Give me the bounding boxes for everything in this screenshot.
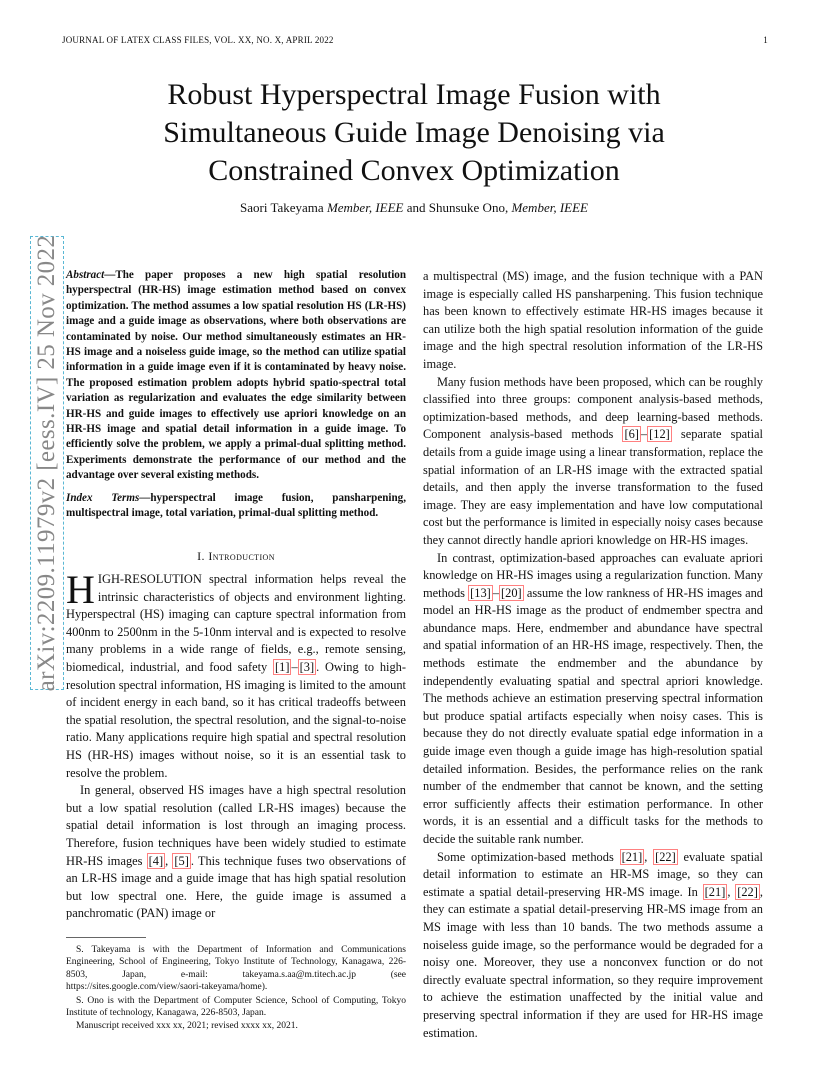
abstract-label: Abstract xyxy=(66,269,105,281)
intro-paragraph-1: HIGH-RESOLUTION spectral information helps reveal the intrinsic characteristics of objects and environment lighting. Hyperspectral (HS) imaging can capture spectral information from 400nm to 2500nm in the 5-10nm interval and is expected to resolve many problems in a wide range of fields, e.g., remote sensing, biomedical, industrial, and food safety [1] – [3] . Owing to high-resolution spectral information, HS imaging is limited to the amount of incident energy in each band, so it has critical tradeoffs between the spatial resolution, the spectral resolution, and the signal-to-noise ratio. Many applications require high spatial and spectral resolution HS (HR-HS) images without noise, so it is an essential task to resolve the problem. xyxy=(66,567,406,780)
arxiv-stamp[interactable] xyxy=(33,234,60,692)
title-line: Simultaneous Guide Image Denoising via xyxy=(163,116,665,149)
author-conjunction: and xyxy=(406,200,426,215)
index-terms-label: Index Terms xyxy=(66,491,140,504)
footnotes xyxy=(66,944,406,1033)
section-heading xyxy=(66,548,406,566)
citation-link[interactable]: [21] xyxy=(621,849,643,864)
paragraph-text: , they can estimate a spatial detail-preserving HR-MS image from an MS image with less than 10 bands. The two methods assume a noiseless guide image, so the performance would be degraded for a noisy one. Moreover, they use a nonconvex function or do not directly evaluate spectral information, so they require improvement to achieve the estimation unaffected by the initial value and preserving spectral information if they are used for HR-HS image estimation. xyxy=(423,884,763,1040)
paragraph-text: . Owing to high-resolution spectral information, HS imaging is limited to the amount of incident energy in each band, so it has critical tradeoffs between the spatial resolution, the spectral resolution, and the signal-to-noise ratio. Many applications require high spatial and spectral resolution HS (HR-HS) images without noise, so it is an essential task to resolve the problem. xyxy=(66,660,406,780)
body-paragraph: a multispectral (MS) image, and the fusion technique with a PAN image is especially called HS pansharpening. This fusion technique has been known to effectively estimate HR-HS images because it can utilize both the high spatial resolution information of the guide image and the high spectral resolution information of the LR-HS image. xyxy=(423,269,763,371)
citation-link[interactable]: [13] xyxy=(470,585,491,600)
citation-link[interactable]: [22] xyxy=(655,849,676,864)
intro-paragraph-2: In general, observed HS images have a high spectral resolution but a low spatial resolution (called LR-HS images) because the spatial detail information is lost through an imaging process. Therefore, fusion techniques have been widely studied to estimate HR-HS images [4] , [5] . This technique fuses two observations of an LR-HS image and a guide image that has high spatial resolution but low spectral one. Here, the guide image is assumed a panchromatic (PAN) image or xyxy=(66,783,406,921)
citation-link[interactable]: [6] xyxy=(624,427,639,442)
drop-cap: H xyxy=(66,567,95,613)
body-paragraph: Many fusion methods have been proposed, which can be roughly classified into three groups: component analysis-based methods, optimization-based methods, and deep learning-based methods. Component analysis-based methods [6] – [12] separate spatial details from a guide image using a linear transformation, replace the spatial information of an LR-HS image with the extracted spatial details, and then apply the inverse transformation to the fused image. They are easy implementation and have low computational cost but the performance is limited in especially noisy cases because they cannot directly handle apriori knowledge on HR-HS images. xyxy=(423,374,764,547)
paper-title xyxy=(60,76,768,190)
footnote: Manuscript received xxx xx, 2021; revised xxxx xx, 2021. xyxy=(76,1021,298,1032)
author-name: Saori Takeyama xyxy=(240,200,324,215)
author-line xyxy=(60,200,768,216)
author-affiliation: Member, IEEE xyxy=(326,200,404,215)
page-number: 1 xyxy=(763,35,768,45)
paragraph-text: separate spatial details from a guide image using a linear transformation, replace the spatial information of an LR-HS image with the extracted spatial details, and then apply the inverse transformation to the fused image. They are easy implementation and have low computational cost but the performance is limited in especially noisy cases because they cannot directly handle apriori knowledge on HR-HS images. xyxy=(423,427,764,547)
author-name: Shunsuke Ono, xyxy=(428,200,509,215)
left-column xyxy=(66,268,406,1034)
paragraph-text: . This technique fuses two observations of an LR-HS image and a guide image that has high spatial resolution but low spectral one. Here, the guide image is assumed a panchromatic (PAN) image or xyxy=(66,853,406,921)
paragraph-text: IGH-RESOLUTION spectral information helps reveal the intrinsic characteristics of objects and environment lighting. Hyperspectral (HS) imaging can capture spectral information from 400nm to 2500nm in the 5-10nm interval and is expected to resolve many problems in a wide range of fields, e.g., remote sensing, biomedical, industrial, and food safety xyxy=(66,572,406,675)
journal-name: JOURNAL OF LATEX CLASS FILES, VOL. XX, NO. X, APRIL 2022 xyxy=(62,35,334,45)
title-line: Robust Hyperspectral Image Fusion with xyxy=(167,78,661,111)
paragraph-text: Many fusion methods have been proposed, which can be roughly classified into three groups: component analysis-based methods, optimization-based methods, and deep learning-based methods. Component analysis-based methods xyxy=(423,374,763,442)
running-head xyxy=(62,35,768,45)
author-affiliation: Member, IEEE xyxy=(511,200,588,215)
citation-link[interactable]: [1] xyxy=(275,660,290,675)
paragraph-text: Some optimization-based methods xyxy=(437,849,620,864)
citation-link[interactable]: [20] xyxy=(501,585,522,600)
section-number: I. xyxy=(197,548,205,563)
index-terms-text: hyperspectral image fusion, pansharpening, multispectral image, total variation, primal-dual splitting method. xyxy=(66,491,406,520)
arxiv-identifier: arXiv:2209.11979v2 [eess.IV] 25 Nov 2022 xyxy=(33,234,60,692)
citation-link[interactable]: [12] xyxy=(649,427,670,442)
citation-link[interactable]: [3] xyxy=(299,660,315,675)
abstract-text: The paper proposes a new high spatial resolution hyperspectral (HR-HS) image estimation method based on convex optimization. The method assumes a low spatial resolution HS (LR-HS) image and a guide image as observations, where both observations are contaminated by noise. Our method simultaneously estimates an HR-HS image and a noiseless guide image, so the method can utilize spatial information in a guide image even if it is contaminated by heavy noise. The proposed estimation problem adopts hybrid spatio-spectral total variation as regularization and evaluates the edge similarity between HR-HS and guide images to effectively use apriori knowledge on an HR-HS image and spatial detail information in a guide image. To efficiently solve the problem, we apply a primal-dual splitting method. Experiments demonstrate the performance of our method and the advantage over several existing methods. xyxy=(66,269,406,482)
citation-link[interactable]: [21] xyxy=(704,884,726,899)
body-paragraph: In contrast, optimization-based approaches can evaluate apriori knowledge on HR-HS images using a regularization function. Many methods [13] – [20] assume the low rankness of HR-HS images and model an HR-HS image as the product of endmember spectra and abundance maps. Here, endmember and abundance have spectral and spatial information of an HR-HS image, respectively. Then, the methods estimate the endmember and the abundance by independently evaluating spatial and spectral apriori knowledge. The methods achieve an estimation preserving spectral information but produce spatial artifacts especially when noisy cases. This is because they do not directly evaluate spatial edge information in a guide image even though a guide image has high-resolution spatial detailed information. Besides, the performance relies on the rank number of the endmember that cannot be known, and the setting error sufficiently affects their estimation performance. In other words, it is an essential and a difficult tasks for the methods to decide the suitable rank number. xyxy=(423,550,763,846)
title-line: Constrained Convex Optimization xyxy=(208,154,620,187)
abstract: Abstract—The paper proposes a new high spatial resolution hyperspectral (HR-HS) image estimation method based on convex optimization. The method assumes a low spatial resolution HS (LR-HS) image and a guide image as observations, where both observations are contaminated by noise. Our method simultaneously estimates an HR-HS image and a noiseless guide image, so the method can utilize spatial information in a guide image even if it is contaminated by heavy noise. The proposed estimation problem adopts hybrid spatio-spectral total variation as regularization and evaluates the edge similarity between HR-HS and guide images to effectively use apriori knowledge on an HR-HS image and spatial detail information in a guide image. To efficiently solve the problem, we apply a primal-dual splitting method. Experiments demonstrate the performance of our method and the advantage over several existing methods. xyxy=(66,269,406,482)
right-column xyxy=(423,268,763,1042)
citation-link[interactable]: [22] xyxy=(737,884,758,899)
paragraph-text: In general, observed HS images have a high spectral resolution but a low spatial resolution (called LR-HS images) because the spatial detail information is lost through an imaging process. Therefore, fusion techniques have been widely studied to estimate HR-HS images xyxy=(66,783,406,868)
section-title: Introduction xyxy=(208,548,275,563)
paragraph-text: In contrast, optimization-based approaches can evaluate apriori knowledge on HR-HS images using a regularization function. Many methods xyxy=(423,550,763,600)
paragraph-text: evaluate spatial detail information to estimate an HR-MS image, so they can estimate a spatial detail-preserving HR-MS image. In xyxy=(423,849,763,899)
paragraph-text: assume the low rankness of HR-HS images and model an HR-HS image as the product of endmember spectra and abundance maps. Here, endmember and abundance have spectral and spatial information of an HR-HS image, respectively. Then, the methods estimate the endmember and the abundance by independently evaluating spatial and spectral apriori knowledge. The methods achieve an estimation preserving spectral information but produce spatial artifacts especially when noisy cases. This is because they do not directly evaluate spatial edge information in a guide image even though a guide image has high-resolution spatial detailed information. Besides, the performance relies on the rank number of the endmember that cannot be known, and the setting error sufficiently affects their estimation performance. In other words, it is an essential and a difficult tasks for the methods to decide the suitable rank number. xyxy=(423,585,763,846)
citation-link[interactable]: [4] xyxy=(148,853,164,868)
footnote: S. Takeyama is with the Department of Information and Communications Engineering, School of Engineering, Tokyo Institute of Technology, Kanagawa, 226-8503, Japan, e-mail: takeyama.s.aa@m.titech.ac.jp (see https://sites.google.com/view/saori-takeyama/home). xyxy=(66,944,406,993)
citation-link[interactable]: [5] xyxy=(174,853,189,868)
footnote-rule xyxy=(66,937,146,944)
body-paragraph: Some optimization-based methods [21] , [22] evaluate spatial detail information to estimate an HR-MS image, so they can estimate a spatial detail-preserving HR-MS image. In [21] , [22] , they can estimate a spatial detail-preserving HR-MS image from an MS image with less than 10 bands. The two methods assume a noiseless guide image, so the performance would be degraded for a noisy one. Moreover, they use a nonconvex function or do not directly evaluate spectral information, so they require improvement to achieve the estimation unaffected by the initial value and preserving spectral information if they are used for HR-HS image estimation. xyxy=(423,849,763,1040)
index-terms: Index Terms—hyperspectral image fusion, pansharpening, multispectral image, total variation, primal-dual splitting method. xyxy=(66,491,406,520)
footnote: S. Ono is with the Department of Computer Science, School of Computing, Tokyo Institute of technology, Kanagawa, 226-8503, Japan. xyxy=(66,995,406,1018)
